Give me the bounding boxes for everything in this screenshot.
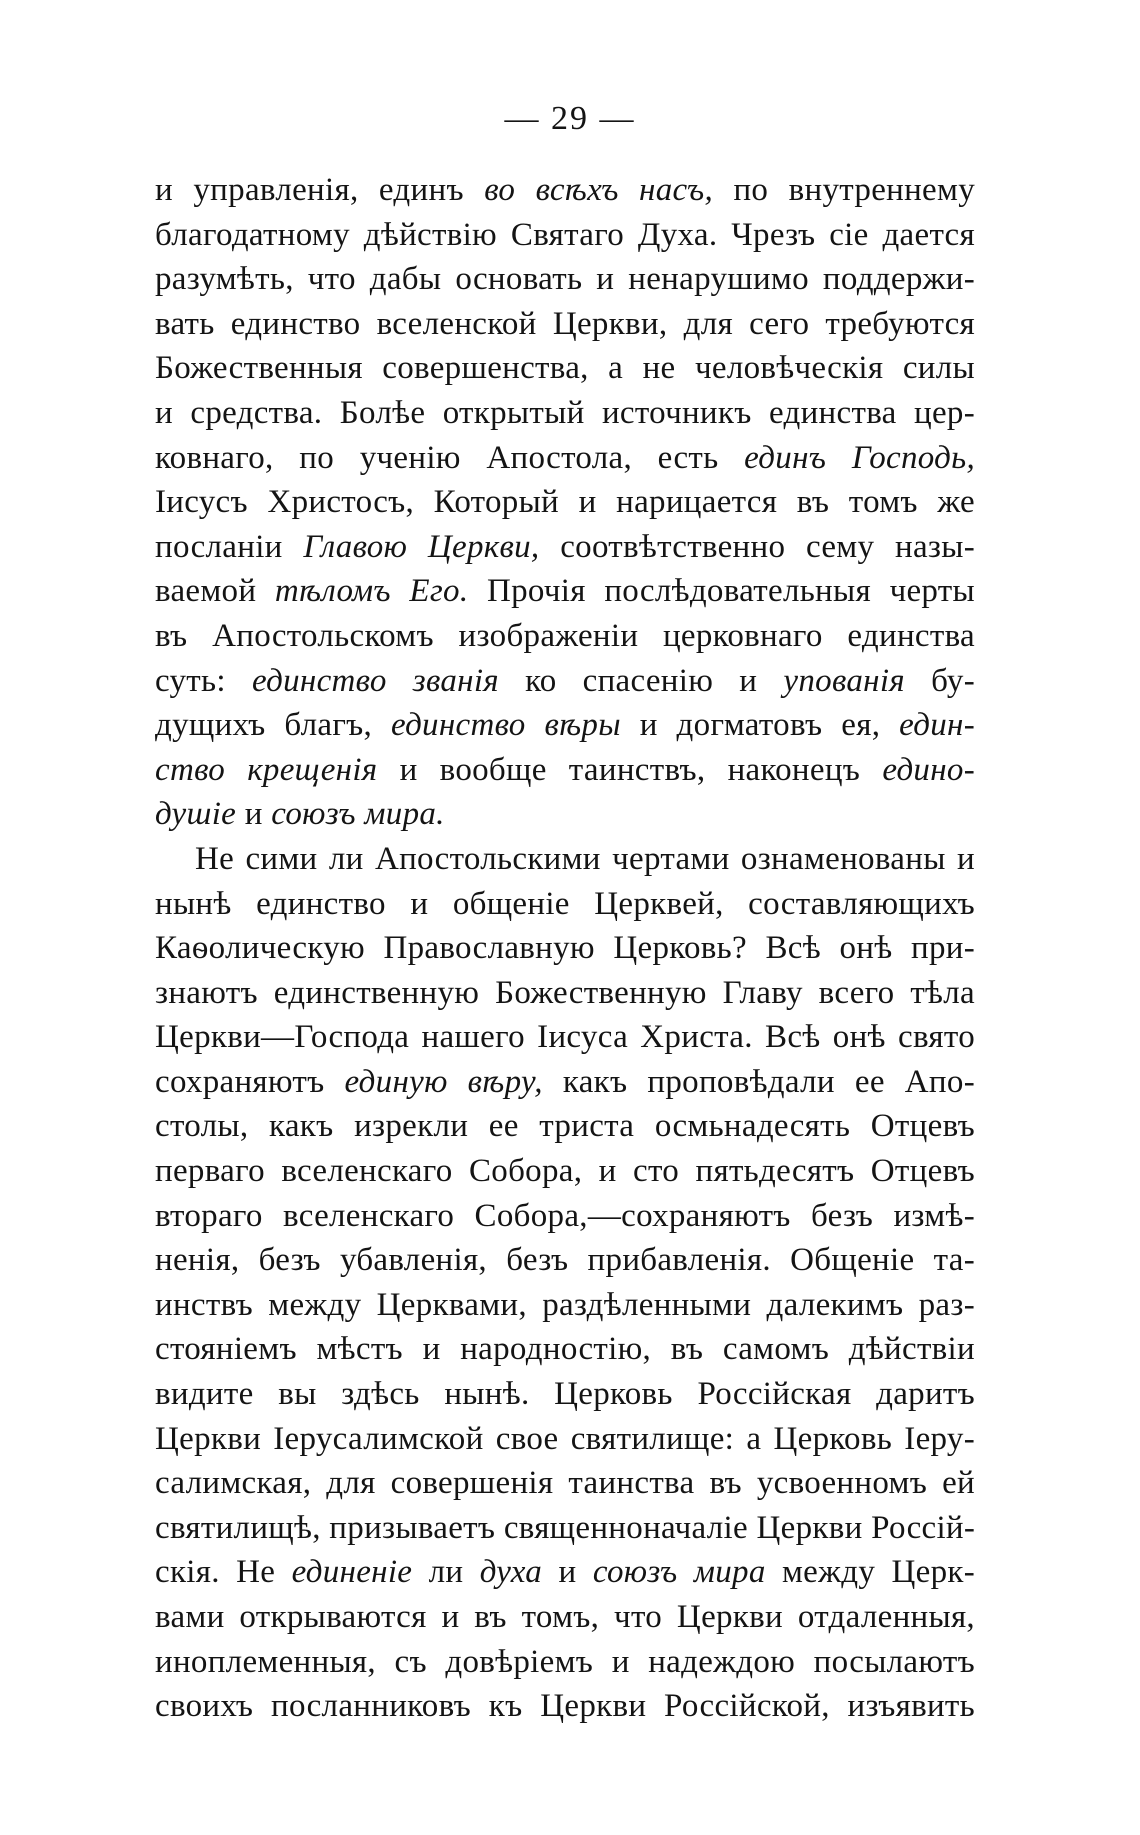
italic-text-segment: союзъ мира [592, 1554, 766, 1591]
text-line [155, 614, 975, 659]
italic-text-segment: духа [479, 1554, 543, 1591]
text-segment: столы, какъ изрекли ее триста осмьнадесять Отцевъ [155, 1108, 975, 1145]
text-segment: посланіи [155, 528, 304, 565]
text-line [155, 1327, 975, 1372]
italic-text-segment: Главою Церкви, [303, 528, 540, 565]
text-line [155, 926, 975, 971]
text-segment: инствъ между Церквами, раздѣленными далекимъ раз- [155, 1286, 975, 1323]
text-segment: ковнаго, по ученію Апостола, есть [155, 439, 745, 476]
italic-text-segment: упованія [783, 662, 905, 699]
text-line [155, 971, 975, 1016]
text-line [155, 1372, 975, 1417]
text-segment: Церкви Іерусалимской свое святилище: а Церковь Іеру- [155, 1420, 975, 1457]
text-segment: вать единство вселенской Церкви, для сего требуются [155, 305, 975, 342]
text-segment: бу- [904, 662, 975, 699]
text-segment: Церкви—Господа нашего Іисуса Христа. Всѣ онѣ свято [155, 1019, 975, 1056]
text-segment: соотвѣтственно сему назы- [539, 528, 975, 565]
text-line [155, 1595, 975, 1640]
text-line [155, 257, 975, 302]
text-segment: Божественныя совершенства, а не человѣческія силы [155, 350, 975, 387]
text-segment: по внутреннему [713, 172, 975, 208]
text-segment: Не сими ли Апостольскими чертами ознаменованы и [195, 840, 975, 877]
text-line [155, 1238, 975, 1283]
text-line [155, 837, 975, 882]
text-line [155, 213, 975, 258]
italic-text-segment: во всѣхъ насъ, [484, 172, 714, 208]
text-segment: и средства. Болѣе открытый источникъ единства цер- [155, 394, 975, 431]
italic-text-segment: душіе [155, 796, 237, 833]
text-segment: ко спасенію и [498, 662, 784, 699]
text-segment: знаютъ единственную Божественную Главу всего тѣла [155, 974, 975, 1011]
text-line [155, 1684, 975, 1729]
text-line [155, 748, 975, 793]
text-segment: ваемой [155, 573, 275, 610]
text-line [155, 1550, 975, 1595]
text-segment: вами открываются и въ томъ, что Церкви отдаленныя, [155, 1599, 975, 1635]
text-segment: нынѣ единство и общеніе Церквей, составляющихъ [155, 885, 975, 922]
text-segment: разумѣть, что дабы основать и ненарушимо поддержи- [155, 261, 975, 298]
text-segment: благодатному дѣйствію Святаго Духа. Чрезъ сіе дается [155, 216, 975, 253]
text-segment: Прочія послѣдовательныя черты [468, 573, 975, 610]
text-line [155, 659, 975, 704]
italic-text-segment: единство званія [251, 662, 499, 699]
text-line [155, 1506, 975, 1551]
text-line [155, 1060, 975, 1105]
text-segment: стояніемъ мѣстъ и народностію, въ самомъ дѣйствіи [155, 1331, 975, 1368]
text-line [155, 882, 975, 927]
text-line [155, 525, 975, 570]
text-segment: и вообще таинствъ, наконецъ [377, 751, 883, 788]
italic-text-segment: единеніе [291, 1554, 413, 1591]
body-text [155, 168, 975, 1729]
text-line [155, 436, 975, 481]
text-segment: салимская, для совершенія таинства въ усвоенномъ ей [155, 1465, 975, 1502]
text-segment: суть: [155, 662, 252, 699]
italic-text-segment: союзъ мира. [271, 796, 445, 833]
text-line [155, 391, 975, 436]
italic-text-segment: единство вѣры [390, 707, 621, 744]
text-segment: сохраняютъ [155, 1063, 345, 1100]
italic-text-segment: единъ Господь, [744, 439, 975, 476]
text-segment: какъ проповѣдали ее Апо- [542, 1063, 975, 1100]
text-line [155, 1194, 975, 1239]
text-segment: скія. Не [155, 1554, 292, 1591]
text-segment: видите вы здѣсь нынѣ. Церковь Россійская даритъ [155, 1376, 975, 1413]
text-segment: и [236, 796, 272, 833]
text-segment: дущихъ благъ, [155, 707, 391, 744]
text-segment: ли [412, 1554, 480, 1591]
text-segment: и догматовъ ея, [620, 707, 900, 744]
text-segment: Іисусъ Христосъ, Который и нарицается въ томъ же [155, 484, 975, 521]
text-line [155, 346, 975, 391]
text-segment: втораго вселенскаго Собора,—сохраняютъ безъ измѣ- [155, 1197, 975, 1234]
text-line [155, 792, 975, 837]
text-segment: иноплеменныя, съ довѣріемъ и надеждою посылаютъ [155, 1643, 975, 1680]
text-segment: и управленія, единъ [155, 172, 485, 208]
text-line [155, 168, 975, 213]
text-line [155, 1417, 975, 1462]
italic-text-segment: едино- [882, 751, 975, 788]
text-segment: ненія, безъ убавленія, безъ прибавленія. Общеніе та- [155, 1242, 975, 1279]
text-line [155, 1104, 975, 1149]
text-line [155, 1461, 975, 1506]
text-segment: своихъ посланниковъ къ Церкви Россійской, изъявить [155, 1688, 975, 1725]
text-line [155, 1283, 975, 1328]
text-segment: перваго вселенскаго Собора, и сто пятьдесятъ Отцевъ [155, 1153, 975, 1190]
text-line [155, 302, 975, 347]
text-line [155, 569, 975, 614]
text-segment: въ Апостольскомъ изображеніи церковнаго единства [155, 617, 975, 654]
text-line [155, 1149, 975, 1194]
text-line [155, 703, 975, 748]
italic-text-segment: тѣломъ Его. [274, 573, 469, 610]
italic-text-segment: един- [899, 707, 975, 744]
text-segment: между Церк- [765, 1554, 975, 1591]
text-segment: и [542, 1554, 593, 1591]
text-line [155, 480, 975, 525]
text-line [155, 1015, 975, 1060]
text-segment: Каѳолическую Православную Церковь? Всѣ онѣ при- [155, 930, 975, 967]
text-segment: святилищѣ, призываетъ священноначаліе Церкви Россій- [155, 1509, 975, 1546]
italic-text-segment: единую вѣру, [344, 1063, 543, 1100]
italic-text-segment: ство крещенія [155, 751, 378, 788]
text-line [155, 1640, 975, 1685]
page-number: — 29 — [504, 100, 636, 137]
